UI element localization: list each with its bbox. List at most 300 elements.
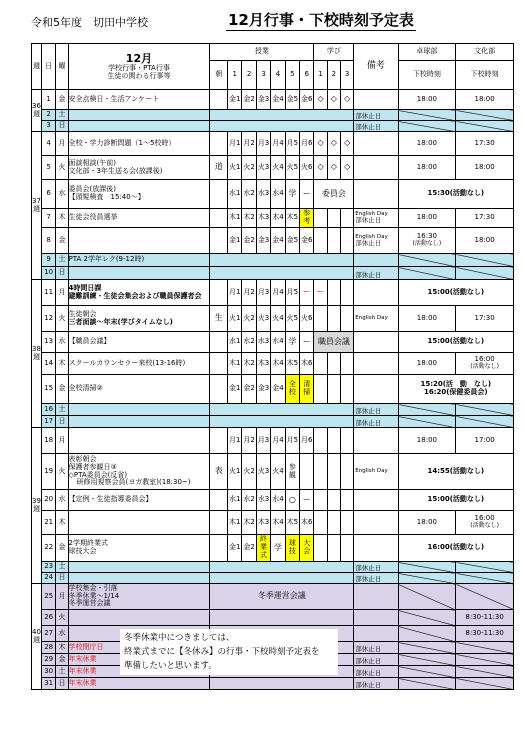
event-cell	[68, 573, 210, 584]
note-line-1: 冬季休業中につきましては、	[124, 633, 235, 643]
table-row	[32, 121, 514, 132]
departure-time-club2	[456, 416, 514, 428]
departure-time-club1	[398, 511, 456, 535]
empty-mid-cell	[210, 121, 354, 132]
notes-cell	[354, 332, 398, 353]
learning-cell	[341, 228, 354, 254]
table-row	[32, 132, 514, 156]
period-cell: 火2	[242, 306, 256, 332]
table-row	[32, 375, 514, 404]
departure-time: 16:00	[474, 355, 495, 364]
col-period-6: 6	[300, 61, 314, 90]
period-cell: 水1	[228, 180, 242, 209]
col-learn-3: 3	[341, 61, 354, 90]
learning-cell: ◇	[314, 132, 327, 156]
day-of-week: 日	[56, 267, 68, 280]
period-cell: 月1	[228, 428, 242, 454]
notes-text: 部休止日	[355, 216, 382, 225]
notes-cell	[354, 490, 398, 511]
school-year-label: 令和5年度 切田中学校	[31, 16, 148, 29]
day-number: 28	[41, 642, 55, 654]
event-text: ◇PTA委員会(反省)	[68, 470, 128, 479]
departure-time-club2	[456, 584, 514, 610]
learning-cell: ◇	[327, 156, 340, 180]
period-cell: 火1	[228, 156, 242, 180]
period-cell: 木5	[285, 353, 299, 375]
period-cell: 水4	[271, 332, 285, 353]
period-cell: 火2	[242, 454, 256, 490]
day-number: 23	[41, 562, 55, 573]
week-label: 37週	[32, 132, 42, 280]
period-cell: 火3	[256, 156, 270, 180]
day-of-week: 木	[56, 511, 68, 535]
departure-time-note: (活動なし)	[412, 240, 442, 248]
mid-cell: 冬季運営会議	[210, 584, 354, 610]
event-text: 安全点検日・生活アンケート	[68, 94, 160, 103]
event-cell	[68, 306, 210, 332]
period-cell: 木3	[256, 209, 270, 228]
event-text: 全校清掃②	[68, 384, 103, 393]
event-text: 【頭髪検査 15:40～】	[68, 193, 145, 201]
departure-time-merged: 16:00(活動なし)	[398, 535, 513, 562]
departure-time-club2	[456, 132, 514, 156]
event-text: 避難訓練・生徒会集会および職員保護者会	[68, 291, 202, 300]
week-label: 36週	[32, 90, 42, 132]
learning-cell	[341, 280, 354, 306]
learning-cell	[314, 228, 327, 254]
period-cell: 月2	[242, 132, 256, 156]
col-club-table-tennis: 卓球部	[398, 44, 456, 61]
day-of-week: 日	[56, 678, 68, 690]
departure-time-club1	[398, 209, 456, 228]
day-number: 5	[41, 156, 55, 180]
notes-cell	[354, 642, 398, 654]
learning-cell	[327, 228, 340, 254]
day-number: 11	[41, 280, 55, 306]
period-cell: 月4	[271, 280, 285, 306]
notes-text: English Day	[355, 211, 388, 218]
notes-text: 部休止日	[355, 406, 382, 415]
learning-cell	[314, 209, 327, 228]
departure-time-club1	[398, 610, 456, 626]
period-cell: 木5	[285, 511, 299, 535]
morning-cell	[210, 209, 228, 228]
period-cell: 金2	[242, 228, 256, 254]
table-row	[32, 209, 514, 228]
period-cell: 火5	[285, 306, 299, 332]
day-of-week: 土	[56, 562, 68, 573]
notes-text: 部休止日	[355, 418, 382, 427]
period-cell: 参観	[285, 454, 299, 490]
departure-time: 18:00	[474, 162, 495, 171]
period-cell: 金6	[300, 228, 314, 254]
learning-cell	[327, 490, 340, 511]
learning-cell: ◇	[314, 90, 327, 110]
period-cell: 金6	[300, 90, 314, 110]
period-cell	[300, 454, 314, 490]
period-cell: 木4	[271, 209, 285, 228]
event-cell	[68, 416, 210, 428]
learning-cell	[327, 511, 340, 535]
period-cell: ー	[300, 332, 314, 353]
departure-time-club2	[456, 110, 514, 121]
period-cell: 木3	[256, 353, 270, 375]
event-text: 生徒会役員選挙	[68, 213, 118, 222]
notes-cell	[354, 404, 398, 416]
period-cell: 月1	[228, 132, 242, 156]
departure-time-club2	[456, 573, 514, 584]
table-row	[32, 511, 514, 535]
event-cell	[68, 584, 210, 610]
notes-cell	[354, 209, 398, 228]
note-line-2: 終業式までに【冬休み】の行事・下校時刻予定表を	[124, 647, 320, 657]
learning-cell	[314, 353, 327, 375]
event-cell	[68, 267, 210, 280]
departure-time-club2	[456, 228, 514, 254]
col-events	[68, 44, 210, 90]
departure-time-note: (活動なし)	[470, 522, 499, 530]
period-cell: 全校	[285, 375, 299, 404]
day-number: 18	[41, 428, 55, 454]
event-text: 【定例・生徒指導委員会】	[68, 495, 153, 504]
day-of-week: 土	[56, 110, 68, 121]
col-week: 週	[32, 44, 42, 90]
event-text: 年末休業	[68, 654, 97, 663]
departure-time: 16:30	[416, 232, 437, 241]
event-text: スクールカウンセラー来校(13-16時)	[68, 358, 186, 367]
notes-cell	[354, 562, 398, 573]
period-cell: 火6	[300, 306, 314, 332]
event-cell	[68, 90, 210, 110]
departure-time-club1	[398, 573, 456, 584]
event-cell	[68, 332, 210, 353]
day-of-week: 金	[56, 654, 68, 666]
departure-time: 18:00	[416, 435, 437, 444]
notes-cell	[354, 626, 398, 642]
empty-mid-cell	[210, 573, 354, 584]
departure-time-club2	[456, 404, 514, 416]
learning-cell	[327, 375, 340, 404]
learning-cell	[341, 375, 354, 404]
period-cell: 木6	[300, 511, 314, 535]
period-cell: 木1	[228, 511, 242, 535]
departure-time: 18:00	[416, 313, 437, 322]
day-number: 15	[41, 375, 55, 404]
table-row	[32, 228, 514, 254]
day-number: 31	[41, 678, 55, 690]
event-cell	[68, 121, 210, 132]
morning-cell	[210, 228, 228, 254]
notes-cell	[354, 90, 398, 110]
departure-time-club2	[456, 610, 514, 626]
departure-time-merged: 15:00(活動なし)	[398, 280, 513, 306]
period-cell: 大会	[300, 535, 314, 562]
day-of-week: 土	[56, 404, 68, 416]
empty-mid-cell	[210, 110, 354, 121]
day-number: 7	[41, 209, 55, 228]
departure-time: 16:20(保健委員会)	[423, 388, 488, 396]
departure-time-club1	[398, 404, 456, 416]
period-cell: ○	[285, 490, 299, 511]
note-line-3: 準備したいと思います。	[124, 661, 217, 671]
notes-cell	[354, 584, 398, 610]
day-of-week: 火	[56, 306, 68, 332]
period-cell: 火2	[242, 156, 256, 180]
departure-time: 15:20(活 動 なし)	[420, 380, 492, 389]
day-number: 19	[41, 454, 55, 490]
notes-cell	[354, 156, 398, 180]
period-cell: 水2	[242, 180, 256, 209]
learning-cell	[327, 306, 340, 332]
notes-cell	[354, 132, 398, 156]
departure-time: 18:00	[416, 517, 437, 526]
period-cell: 金2	[242, 375, 256, 404]
departure-time-club1	[398, 562, 456, 573]
departure-time-club1	[398, 654, 456, 666]
events-header-1: 学校行事・PTA行事	[108, 63, 170, 72]
period-cell: 月4	[271, 428, 285, 454]
period-cell: 火3	[256, 306, 270, 332]
period-cell: 金3	[256, 228, 270, 254]
learning-cell	[327, 280, 340, 306]
departure-time-club1	[398, 584, 456, 610]
day-number: 25	[41, 584, 55, 610]
empty-mid-cell	[210, 610, 354, 626]
period-cell: 水4	[271, 180, 285, 209]
departure-time-note: (活動なし)	[470, 363, 499, 371]
period-cell: 水3	[256, 332, 270, 353]
event-text: 面談相談(午前)	[68, 158, 117, 167]
departure-time-club1	[398, 306, 456, 332]
event-cell	[68, 209, 210, 228]
period-cell: 火4	[271, 306, 285, 332]
day-of-week: 月	[56, 132, 68, 156]
day-of-week: 日	[56, 573, 68, 584]
col-classes: 授業	[210, 44, 314, 61]
table-row	[32, 428, 514, 454]
table-row	[32, 584, 514, 610]
col-period-2: 2	[242, 61, 256, 90]
day-of-week: 金	[56, 535, 68, 562]
table-row	[32, 156, 514, 180]
col-learn-1: 1	[314, 61, 327, 90]
col-dow: 曜	[56, 44, 68, 90]
event-text: 生徒朝会	[68, 309, 97, 318]
period-cell: 金1	[228, 535, 242, 562]
period-cell: 火1	[228, 306, 242, 332]
day-of-week: 月	[56, 280, 68, 306]
period-cell: 木1	[228, 353, 242, 375]
departure-time: 17:00	[474, 435, 495, 444]
departure-time-club2	[456, 121, 514, 132]
day-number: 29	[41, 654, 55, 666]
notes-cell	[354, 454, 398, 490]
event-text: 三者面談～年末(学びタイムなし)	[68, 317, 173, 326]
event-text: 年末休業	[68, 666, 97, 675]
day-number: 24	[41, 573, 55, 584]
departure-time-club1	[398, 132, 456, 156]
period-cell: 木6	[300, 353, 314, 375]
day-of-week: 木	[56, 353, 68, 375]
period-cell: 月5	[285, 280, 299, 306]
event-text: 保護者参観日③	[68, 462, 117, 471]
event-cell	[68, 535, 210, 562]
departure-time: 18:00	[416, 162, 437, 171]
event-cell	[68, 156, 210, 180]
day-number: 26	[41, 610, 55, 626]
departure-time-club1	[398, 110, 456, 121]
day-number: 14	[41, 353, 55, 375]
day-number: 27	[41, 626, 55, 642]
event-text: 研修用視察会員(ヨガ教室)(18:30~)	[76, 478, 191, 487]
period-cell: 木2	[242, 353, 256, 375]
notes-text: English Day	[355, 233, 388, 240]
col-day: 日	[41, 44, 55, 90]
departure-time-club1	[398, 156, 456, 180]
period-cell: 木4	[271, 353, 285, 375]
notes-cell	[354, 254, 398, 267]
departure-time-club2	[456, 642, 514, 654]
notes-cell	[354, 428, 398, 454]
period-cell: 月3	[256, 132, 270, 156]
departure-time: 18:00	[416, 138, 437, 147]
day-number: 9	[41, 254, 55, 267]
period-cell: 金5	[285, 228, 299, 254]
day-number: 17	[41, 416, 55, 428]
day-number: 8	[41, 228, 55, 254]
notes-cell	[354, 666, 398, 678]
empty-mid-cell	[210, 254, 354, 267]
learning-cell: ◇	[327, 90, 340, 110]
table-row	[32, 180, 514, 209]
learning-cell	[327, 428, 340, 454]
col-departure-2: 下校時刻	[456, 61, 514, 90]
event-cell	[68, 353, 210, 375]
departure-time-club2	[456, 428, 514, 454]
period-cell: 火1	[228, 454, 242, 490]
event-cell	[68, 562, 210, 573]
col-departure-1: 下校時刻	[398, 61, 456, 90]
notes-text: 部休止日	[355, 563, 382, 572]
period-cell: 金1	[228, 228, 242, 254]
notes-text: 部休止日	[355, 644, 382, 653]
departure-time-club1	[398, 416, 456, 428]
learning-cell: 委員会	[314, 180, 354, 209]
day-number: 13	[41, 332, 55, 353]
notes-cell	[354, 511, 398, 535]
morning-cell	[210, 535, 228, 562]
morning-cell: 表	[210, 454, 228, 490]
notes-text: English Day	[355, 468, 388, 475]
table-row	[32, 610, 514, 626]
period-cell: 月1	[228, 280, 242, 306]
learning-cell: ◇	[341, 132, 354, 156]
empty-mid-cell	[210, 267, 354, 280]
departure-time: 17:30	[474, 213, 495, 222]
departure-time-club2	[456, 654, 514, 666]
table-row	[32, 535, 514, 562]
morning-cell	[210, 353, 228, 375]
departure-time-club1	[398, 428, 456, 454]
event-cell	[68, 490, 210, 511]
event-cell	[68, 180, 210, 209]
notes-text: 部休止日	[355, 238, 382, 247]
col-learning: 学び	[314, 44, 354, 61]
event-text: 全校・学力診断問題（1～5校時）	[68, 138, 176, 147]
day-of-week: 木	[56, 642, 68, 654]
event-text: 【職員会議】	[68, 337, 111, 346]
period-cell: 月2	[242, 428, 256, 454]
day-number: 10	[41, 267, 55, 280]
day-number: 6	[41, 180, 55, 209]
period-cell: 月6	[300, 428, 314, 454]
day-number: 21	[41, 511, 55, 535]
morning-cell	[210, 90, 228, 110]
learning-cell	[327, 535, 340, 562]
event-cell	[68, 454, 210, 490]
period-cell: 月3	[256, 280, 270, 306]
event-text: 学校集金・引落	[68, 583, 118, 592]
event-text: 冬季運営会議	[68, 599, 111, 608]
learning-cell	[314, 490, 327, 511]
notes-cell	[354, 267, 398, 280]
period-cell: ー	[300, 180, 314, 209]
notes-cell	[354, 353, 398, 375]
departure-time-merged: 15:30(活動なし)	[398, 180, 513, 209]
table-row	[32, 306, 514, 332]
day-of-week: 火	[56, 610, 68, 626]
period-cell: 木2	[242, 511, 256, 535]
day-of-week: 水	[56, 490, 68, 511]
departure-time-club1	[398, 121, 456, 132]
departure-time-club2	[456, 254, 514, 267]
event-cell	[68, 132, 210, 156]
departure-time-club1	[398, 228, 456, 254]
departure-time-club2	[456, 678, 514, 690]
learning-cell	[314, 375, 327, 404]
departure-time-club1	[398, 666, 456, 678]
period-cell: 終業式	[256, 535, 270, 562]
month-label: 12月	[125, 51, 153, 65]
period-cell: 学	[285, 332, 299, 353]
table-row	[32, 562, 514, 573]
morning-cell	[210, 511, 228, 535]
period-cell: 金1	[228, 375, 242, 404]
notes-text: 部休止日	[355, 122, 382, 131]
notes-cell	[354, 110, 398, 121]
departure-time-merged	[398, 375, 513, 404]
morning-cell	[210, 428, 228, 454]
event-cell	[68, 678, 210, 690]
day-number: 1	[41, 90, 55, 110]
morning-cell	[210, 490, 228, 511]
departure-time-club1	[398, 90, 456, 110]
learning-cell	[341, 454, 354, 490]
week-label: 38週	[32, 280, 42, 428]
period-cell: 水1	[228, 332, 242, 353]
event-text: 冬季休業～1/14	[68, 591, 120, 600]
table-row	[32, 416, 514, 428]
day-number: 2	[41, 110, 55, 121]
departure-time-club2	[456, 156, 514, 180]
departure-time-merged: 14:55(活動なし)	[398, 454, 513, 490]
notes-cell	[354, 610, 398, 626]
period-cell: 月6	[300, 132, 314, 156]
notes-cell	[354, 654, 398, 666]
table-row	[32, 110, 514, 121]
event-cell	[68, 428, 210, 454]
learning-cell: ◇	[341, 90, 354, 110]
